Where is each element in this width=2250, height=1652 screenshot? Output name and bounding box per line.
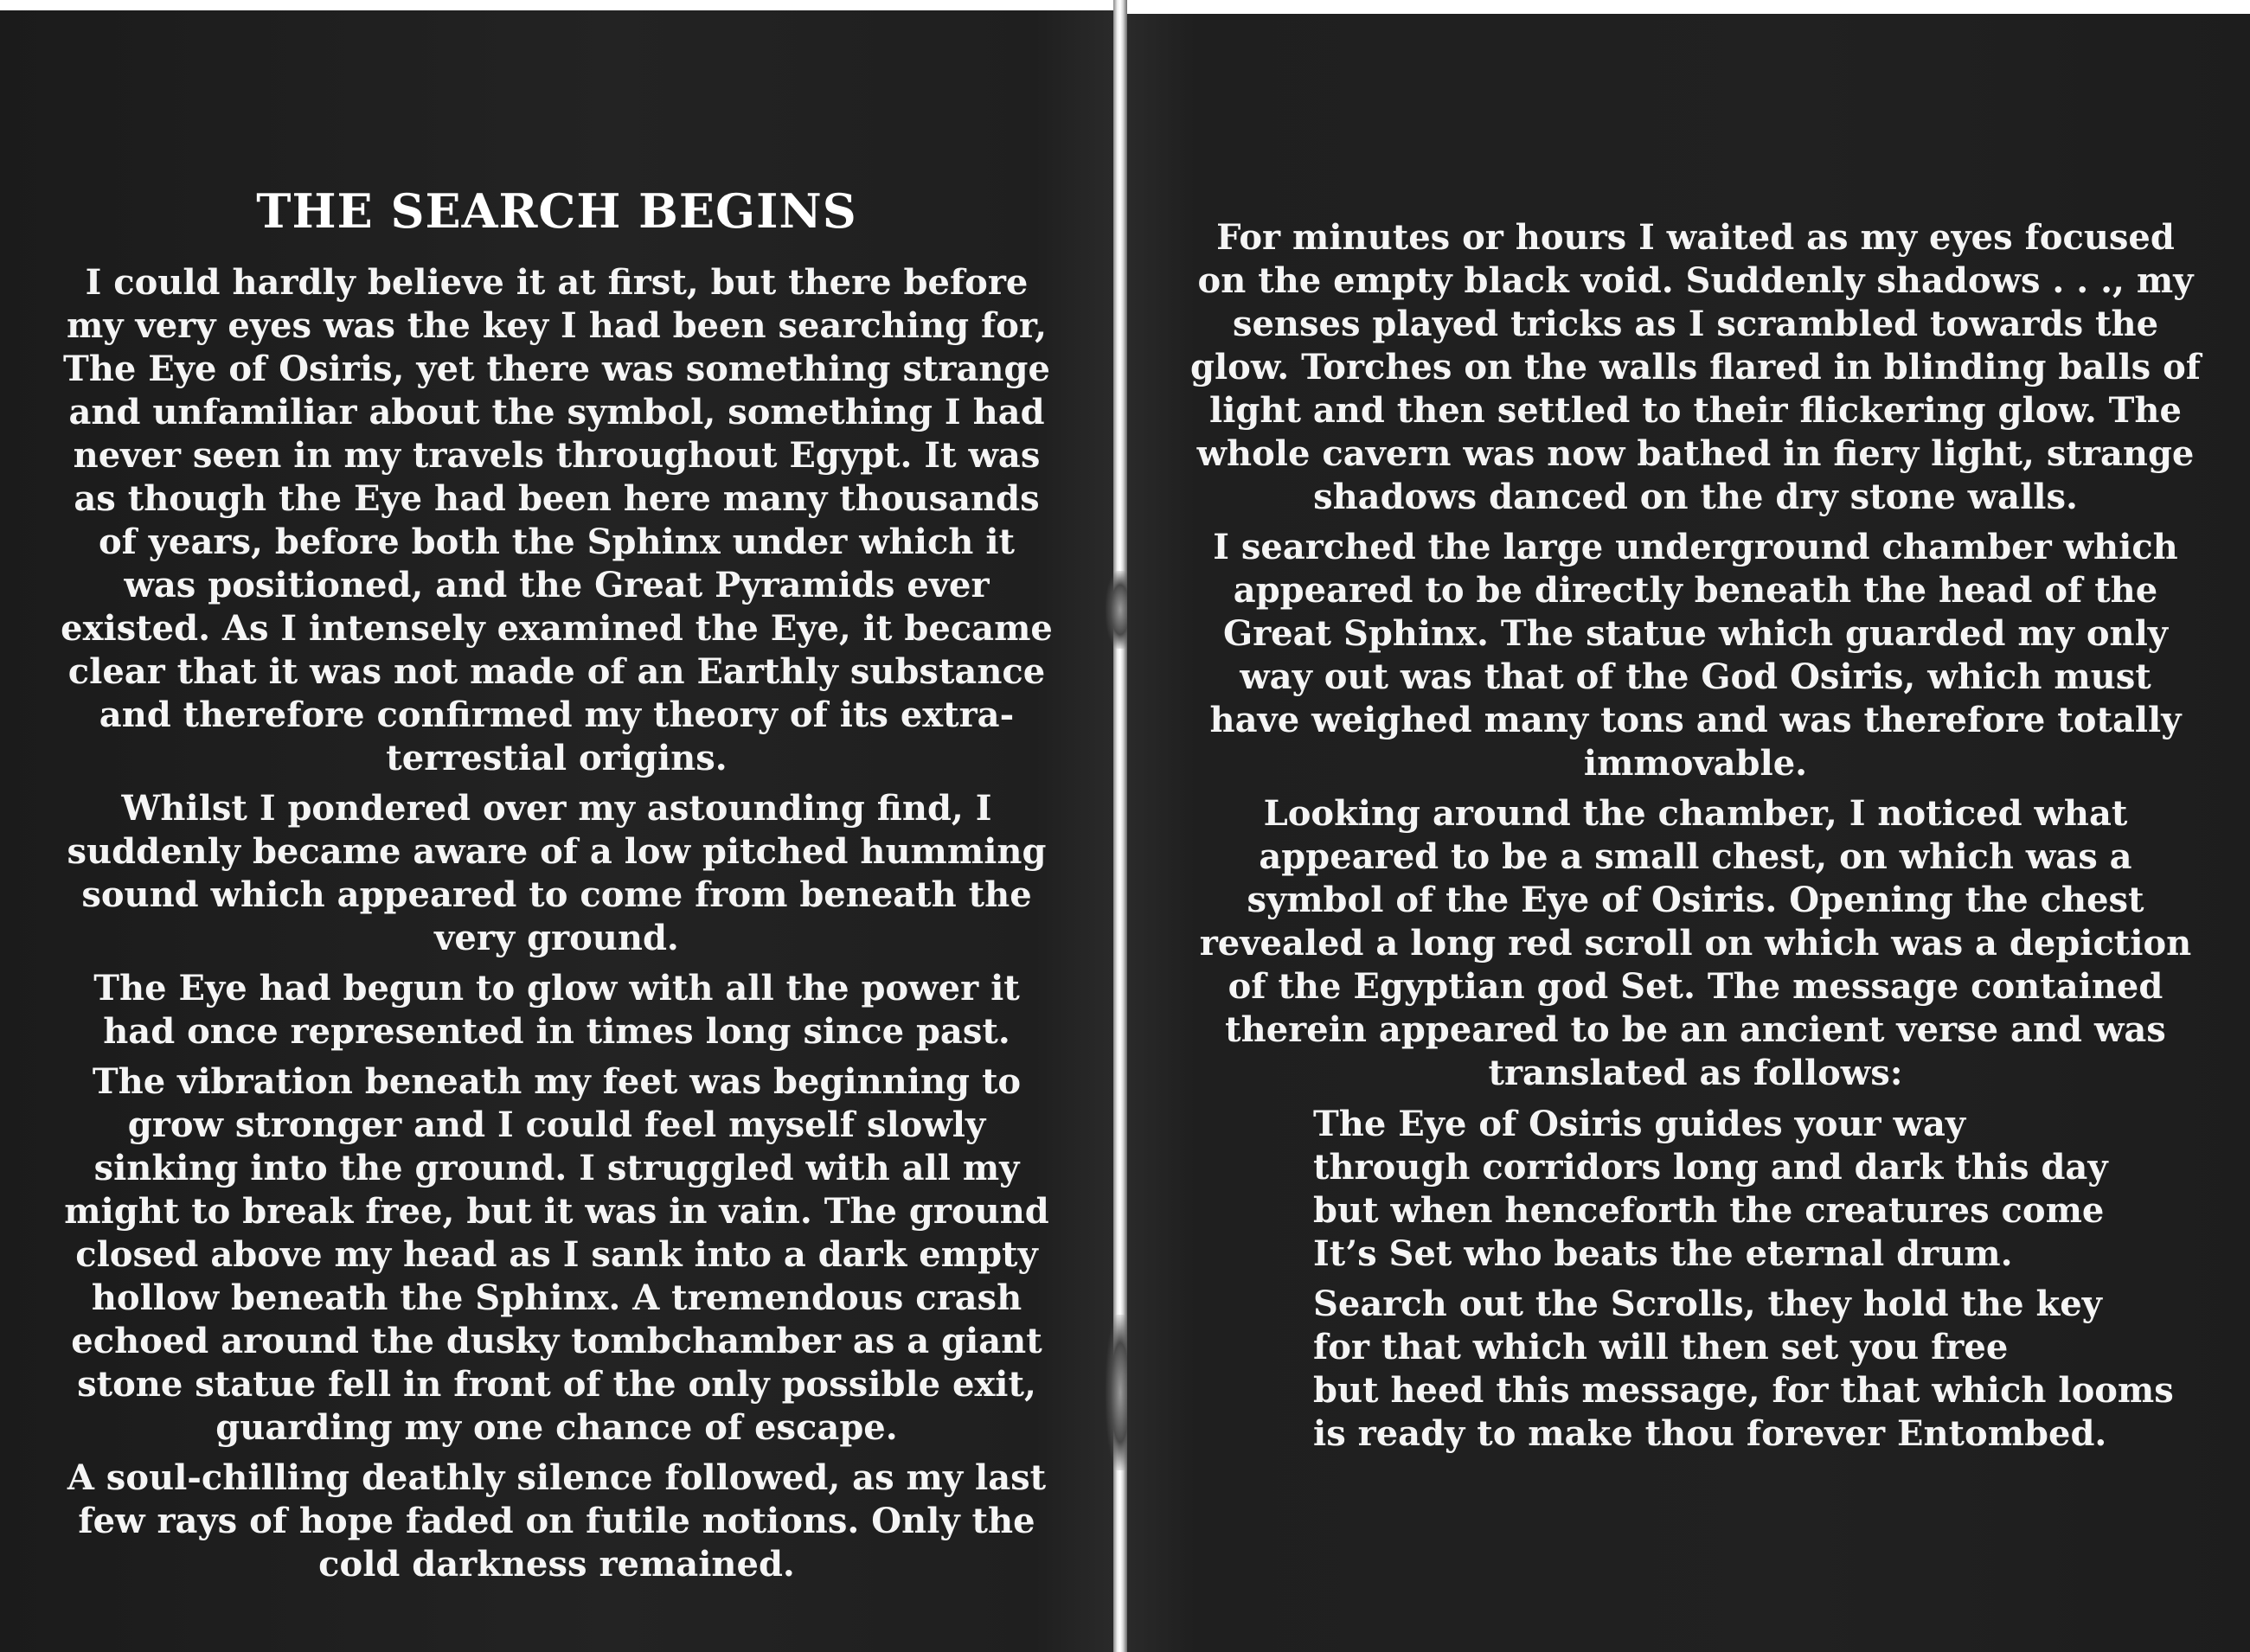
story-paragraph: I could hardly believe it at first, but there before my very eyes was the key I had been searching for, The Eye of Osiris, yet there was something strange and unfamiliar about the symbol, something I had never seen in my travels throughout Egypt. It was as though the Eye had been here many thousands of years, before both the Sphinx under which it was positioned, and the Great Pyramids ever existed. As I intensely examined the Eye, it became clear that it was not made of an Earthly substance and therefore confirmed my theory of its extra-terrestial origins. <box>61 262 1053 778</box>
verse-line: but when henceforth the creatures come <box>1313 1190 2105 1231</box>
verse-line: It’s Set who beats the eternal drum. <box>1313 1233 2013 1274</box>
page-title: THE SEARCH BEGINS <box>256 183 857 239</box>
left-page <box>0 10 1113 1652</box>
left-story-text <box>61 261 1053 1593</box>
story-paragraph: A soul-chilling deathly silence followed, as my last few rays of hope faded on futile notions. Only the cold darkness remained. <box>67 1457 1047 1585</box>
story-paragraph: The vibration beneath my feet was beginning to grow stronger and I could feel myself slowly sinking into the ground. I struggled with all my might to break free, but it was in vain. The ground closed above my head as I sank into a dark empty hollow beneath the Sphinx. A tremendous crash echoed around the dusky tombchamber as a giant stone statue fell in front of the only possible exit, guarding my one chance of escape. <box>64 1061 1049 1448</box>
verse-line: The Eye of Osiris guides your way <box>1313 1104 1966 1144</box>
scroll-verse <box>1313 1103 2178 1463</box>
story-paragraph: I searched the large underground chamber which appeared to be directly beneath the head of the Great Sphinx. The statue which guarded my only way out was that of the God Osiris, which must have weighed many tons and was therefore totally immovable. <box>1209 527 2182 784</box>
story-paragraph: Whilst I pondered over my astounding find, I suddenly became aware of a low pitched humming sound which appeared to come from beneath the very ground. <box>67 788 1047 958</box>
right-story-text <box>1189 216 2202 1102</box>
verse-line: for that which will then set you free <box>1313 1327 2009 1367</box>
verse-stanza <box>1313 1103 2178 1276</box>
story-paragraph: For minutes or hours I waited as my eyes focused on the empty black void. Suddenly shadows . . ., my senses played tricks as I scrambled towards the glow. Torches on the walls flared in blinding balls of light and then settled to their flickering glow. The whole cavern was now bathed in fiery light, strange shadows danced on the dry stone walls. <box>1190 217 2201 517</box>
story-paragraph: The Eye had begun to glow with all the power it had once represented in times long since past. <box>93 968 1020 1052</box>
verse-line: but heed this message, for that which looms <box>1313 1370 2174 1411</box>
verse-stanza <box>1313 1283 2178 1456</box>
story-paragraph: Looking around the chamber, I noticed what appeared to be a small chest, on which was a symbol of the Eye of Osiris. Opening the chest revealed a long red scroll on which was a depiction of the Egyptian god Set. The message contained therein appeared to be an ancient verse and was translated as follows: <box>1199 793 2192 1093</box>
verse-line: Search out the Scrolls, they hold the key <box>1313 1284 2102 1324</box>
verse-line: is ready to make thou forever Entombed. <box>1313 1413 2107 1454</box>
verse-line: through corridors long and dark this day <box>1313 1147 2108 1188</box>
